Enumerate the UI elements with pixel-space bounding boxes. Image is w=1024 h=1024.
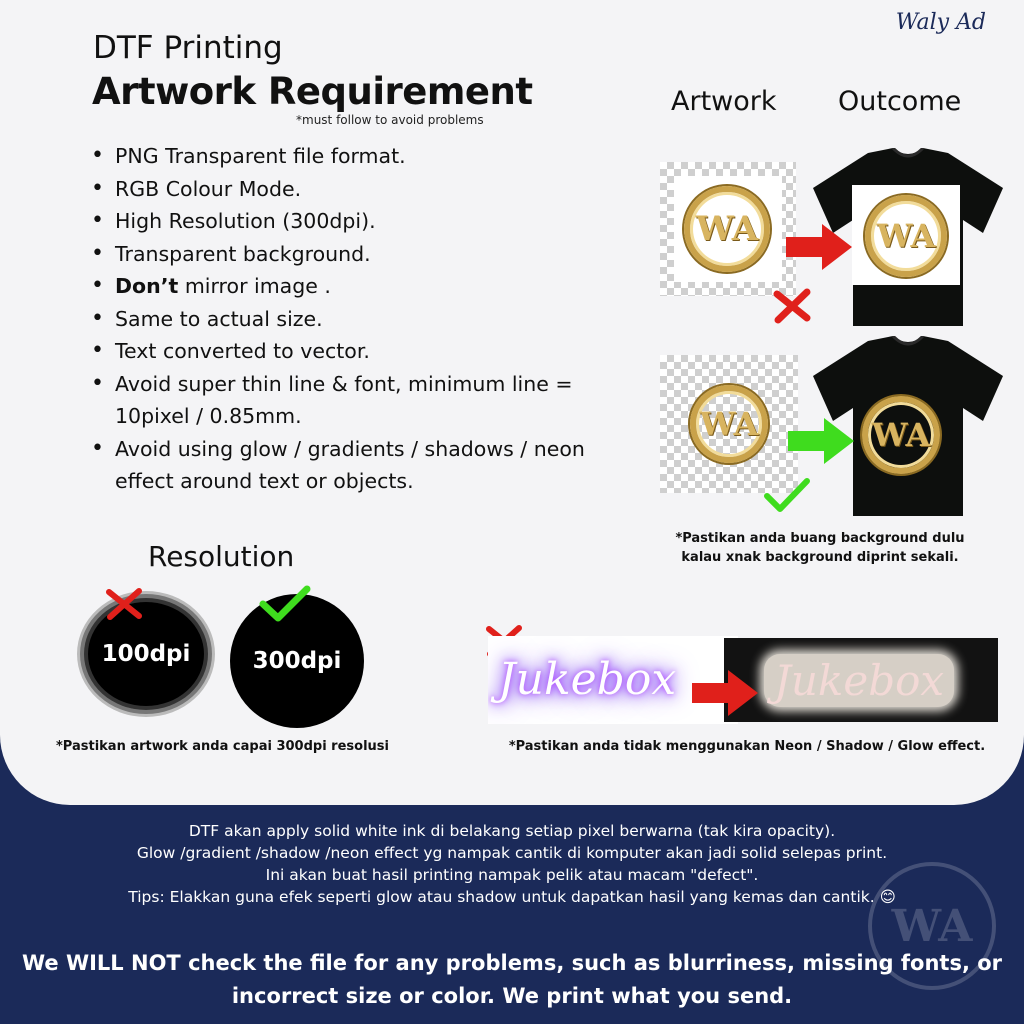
white-background [674, 176, 782, 282]
effect-note: *Pastikan anda tidak menggunakan Neon / Shadow / Glow effect. [508, 739, 986, 754]
neon-text: Jukebox [498, 654, 677, 705]
cross-icon [772, 288, 812, 324]
footer-explanation [0, 820, 1024, 908]
artwork-with-background [660, 162, 796, 296]
background-note [640, 529, 1000, 567]
printed-white-square [852, 185, 960, 285]
page-title: Artwork Requirement [92, 70, 533, 113]
wa-logo-icon: WA [684, 186, 770, 272]
high-res-label: 300dpi [252, 648, 342, 674]
warning-line1: We WILL NOT check the file for any problems, such as blurriness, missing fonts, or [21, 951, 1003, 975]
outcome-column-label: Outcome [838, 86, 962, 117]
background-note-line2: kalau xnak background diprint sekali. [681, 550, 959, 565]
list-item: • Avoid super thin line & font, minimum line = 10pixel / 0.85mm. [91, 368, 591, 433]
list-item: • Transparent background. [91, 238, 591, 271]
wa-logo-icon: WA [690, 385, 768, 463]
printed-text: Jukebox [764, 654, 954, 707]
artwork-transparent [660, 355, 798, 493]
red-arrow-icon [784, 222, 854, 272]
footer-line3: Ini akan buat hasil printing nampak pelik atau macam "defect". [265, 866, 759, 884]
list-item: • Avoid using glow / gradients / shadows / neon effect around text or objects. [91, 433, 591, 498]
check-icon [762, 476, 812, 516]
list-item: • PNG Transparent file format. [91, 140, 591, 173]
list-item: • RGB Colour Mode. [91, 173, 591, 206]
title-line1: DTF Printing [93, 30, 283, 66]
brand-signature: Waly Ad [895, 10, 986, 35]
list-item: • Same to actual size. [91, 303, 591, 336]
resolution-note: *Pastikan artwork anda capai 300dpi resolusi [56, 739, 389, 754]
footer-line1: DTF akan apply solid white ink di belakang setiap pixel berwarna (tak kira opacity). [188, 822, 836, 840]
footer-line4: Tips: Elakkan guna efek seperti glow atau shadow untuk dapatkan hasil yang kemas dan cantik. 😊 [128, 888, 896, 906]
red-arrow-icon [690, 668, 760, 718]
warning-line2: incorrect size or color. We print what you send. [231, 984, 793, 1008]
wa-logo-icon: WA [862, 396, 940, 474]
list-item-bold: Don’t [115, 274, 179, 298]
title-subtitle: *must follow to avoid problems [296, 113, 484, 127]
list-item [91, 270, 591, 303]
footer-warning [0, 947, 1024, 1013]
printed-glow-outcome [724, 638, 998, 722]
artwork-column-label: Artwork [671, 86, 777, 117]
check-icon [258, 584, 312, 624]
cross-icon [104, 588, 144, 620]
background-note-line1: *Pastikan anda buang background dulu [675, 531, 965, 546]
list-item: • Text converted to vector. [91, 335, 591, 368]
resolution-title: Resolution [148, 540, 295, 573]
requirements-list [91, 140, 591, 498]
wa-watermark-icon: WA [868, 862, 996, 990]
wa-logo-icon: WA [865, 195, 947, 277]
green-arrow-icon [786, 416, 856, 466]
list-item-rest: mirror image . [178, 274, 331, 298]
list-item: • High Resolution (300dpi). [91, 205, 591, 238]
footer-line2: Glow /gradient /shadow /neon effect yg nampak cantik di komputer akan jadi solid selepas print. [136, 844, 888, 862]
low-res-label: 100dpi [101, 641, 191, 667]
